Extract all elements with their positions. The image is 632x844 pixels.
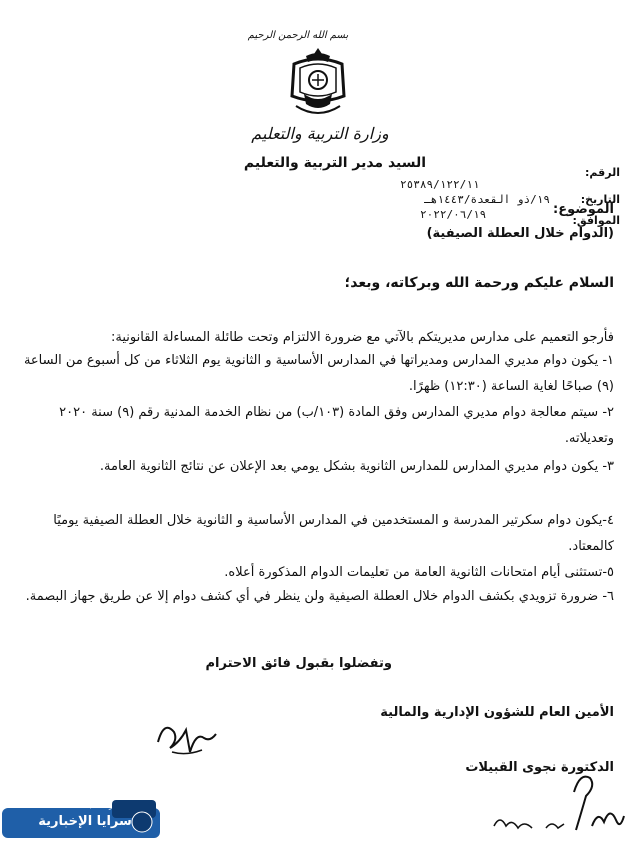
handwritten-signature-icon: [150, 712, 220, 762]
ref-value: ٢٥٣٨٩/١٢٢/١١: [400, 178, 480, 191]
addressee: السيد مدير التربية والتعليم: [243, 155, 427, 171]
date-label: التاريخ:: [580, 193, 620, 206]
greeting: السلام عليكم ورحمة الله وبركاته، وبعد؛: [344, 275, 614, 291]
body-intro: فأرجو التعميم على مدارس مديريتكم بالآتي مع ضرورة الالتزام وتحت طائلة المساءلة القانونية:: [111, 330, 614, 345]
news-watermark-logo: [2, 800, 160, 840]
signatory-name: الدكتورة نجوى القبيلات: [465, 760, 614, 775]
body-item-3: ٣- يكون دوام مديري المدارس للمدارس الثانوية بشكل يومي بعد الإعلان عن نتائج الثانوية العامة.: [99, 459, 614, 474]
body-item-5: ٥-تستثنى أيام امتحانات الثانوية العامة من تعليمات الدوام المذكورة أعلاه.: [224, 565, 614, 580]
subject-value: (الدوام خلال العطلة الصيفية): [426, 226, 614, 241]
watermark-tag: وكالة أنباء: [84, 802, 113, 810]
body-item-6: ٦- ضرورة تزويدي بكشف الدوام خلال العطلة الصيفية ولن ينظر في أي كشف دوام إلا عن طريق جهاز البصمة.: [25, 589, 614, 604]
signatory-title: الأمين العام للشؤون الإدارية والمالية: [380, 705, 614, 720]
coat-of-arms-icon: [286, 46, 350, 120]
corresp-label: الموافق:: [572, 214, 620, 227]
handwritten-annotation-icon: [488, 770, 628, 844]
corresp-value: ٢٠٢٢/٠٦/١٩: [420, 208, 487, 221]
date-value: ١٩/ذو القعدة/١٤٤٣هـ: [424, 193, 550, 206]
ministry-name: وزارة التربية والتعليم: [251, 124, 389, 143]
body-item-1: ١- يكون دوام مديري المدارس ومديراتها في المدارس الأساسية و الثانوية يوم الثلاثاء من كل أسبوع من الساعة (٩) صباحًا لغاية الساعة (١٢:٣٠) ظهرًا.: [23, 353, 614, 394]
ref-label: الرقم:: [585, 166, 620, 179]
body-item-2: ٢- سيتم معالجة دوام مديري المدارس وفق المادة (١٠٣/ب) من نظام الخدمة المدنية رقم (٩) سنة ٢٠٢٠ وتعديلاته.: [59, 405, 614, 446]
closing-line: وتفضلوا بقبول فائق الاحترام: [205, 656, 392, 671]
basmala-header: بسم الله الرحمن الرحيم: [247, 30, 349, 41]
watermark-brand: سرايا الإخبارية: [38, 814, 132, 829]
subject-label: الموضوع:: [553, 202, 614, 217]
body-item-4: ٤-يكون دوام سكرتير المدرسة و المستخدمين في المدارس الأساسية و الثانوية خلال العطلة الصيفية يوميًا كالمعتاد.: [53, 513, 614, 554]
